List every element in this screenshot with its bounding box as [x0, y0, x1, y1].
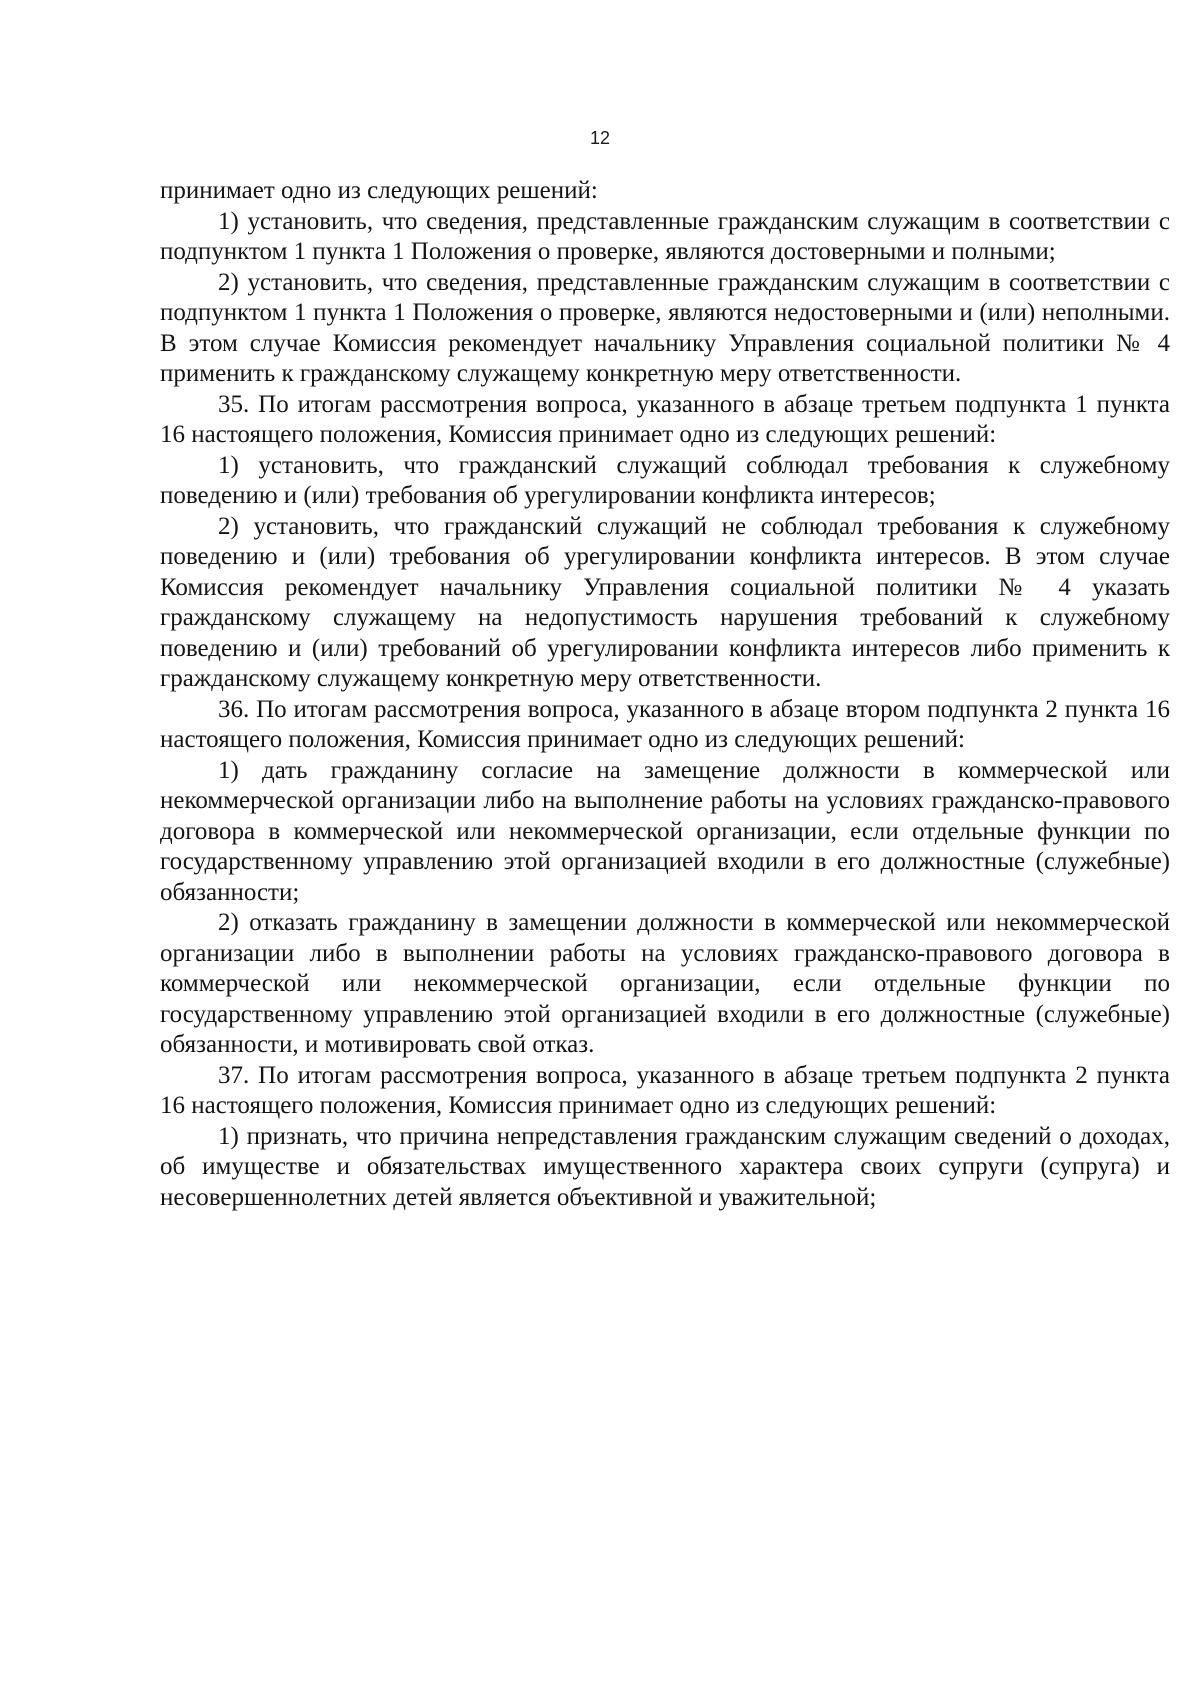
paragraph-continuation: принимает одно из следующих решений: [160, 177, 598, 204]
paragraph-37-item-1: 1) признать, что причина непредставления гражданским служащим сведений о доходах, об имуществе и обязательствах имущественного характера своих супруги (супруга) и несовершеннолетних детей является объективной и уважительной; [160, 1122, 1170, 1211]
paragraph-36: 36. По итогам рассмотрения вопроса, указанного в абзаце втором подпункта 2 пункта 16 настоящего положения, Комиссия принимает одно из следующих решений: [160, 695, 1170, 753]
paragraph-34-item-2: 2) установить, что сведения, представленные гражданским служащим в соответствии с подпунктом 1 пункта 1 Положения о проверке, являются недостоверными и (или) неполными. В этом случае Комиссия рекомендует начальнику Управления социальной политики № 4 применить к гражданскому служащему конкретную меру ответственности. [160, 268, 1170, 387]
paragraph-34-item-1: 1) установить, что сведения, представленные гражданским служащим в соответствии с подпунктом 1 пункта 1 Положения о проверке, являются достоверными и полными; [160, 207, 1170, 265]
paragraph-36-item-1: 1) дать гражданину согласие на замещение должности в коммерческой или некоммерческой организации либо на выполнение работы на условиях гражданско-правового договора в коммерческой или некоммерческой организации, если отдельные функции по государственному управлению этой организацией входили в его должностные (служебные) обязанности; [160, 756, 1170, 906]
paragraph-35-item-1: 1) установить, что гражданский служащий соблюдал требования к служебному поведению и (или) требования об урегулировании конфликта интересов; [160, 451, 1170, 509]
paragraph-37: 37. По итогам рассмотрения вопроса, указанного в абзаце третьем подпункта 2 пункта 16 настоящего положения, Комиссия принимает одно из следующих решений: [160, 1061, 1170, 1119]
page-number: 12 [589, 128, 611, 148]
document-body [160, 176, 1170, 1213]
paragraph-36-item-2: 2) отказать гражданину в замещении должности в коммерческой или некоммерческой организации либо в выполнении работы на условиях гражданско-правового договора в коммерческой или некоммерческой организации, если отдельные функции по государственному управлению этой организацией входили в его должностные (служебные) обязанности, и мотивировать свой отказ. [160, 909, 1170, 1058]
paragraph-35: 35. По итогам рассмотрения вопроса, указанного в абзаце третьем подпункта 1 пункта 16 настоящего положения, Комиссия принимает одно из следующих решений: [160, 390, 1170, 448]
paragraph-35-item-2: 2) установить, что гражданский служащий не соблюдал требования к служебному поведению и (или) требования об урегулировании конфликта интересов. В этом случае Комиссия рекомендует начальнику Управления социальной политики № 4 указать гражданскому служащему на недопустимость нарушения требований к служебному поведению и (или) требований об урегулировании конфликта интересов либо применить к гражданскому служащему конкретную меру ответственности. [160, 512, 1170, 692]
